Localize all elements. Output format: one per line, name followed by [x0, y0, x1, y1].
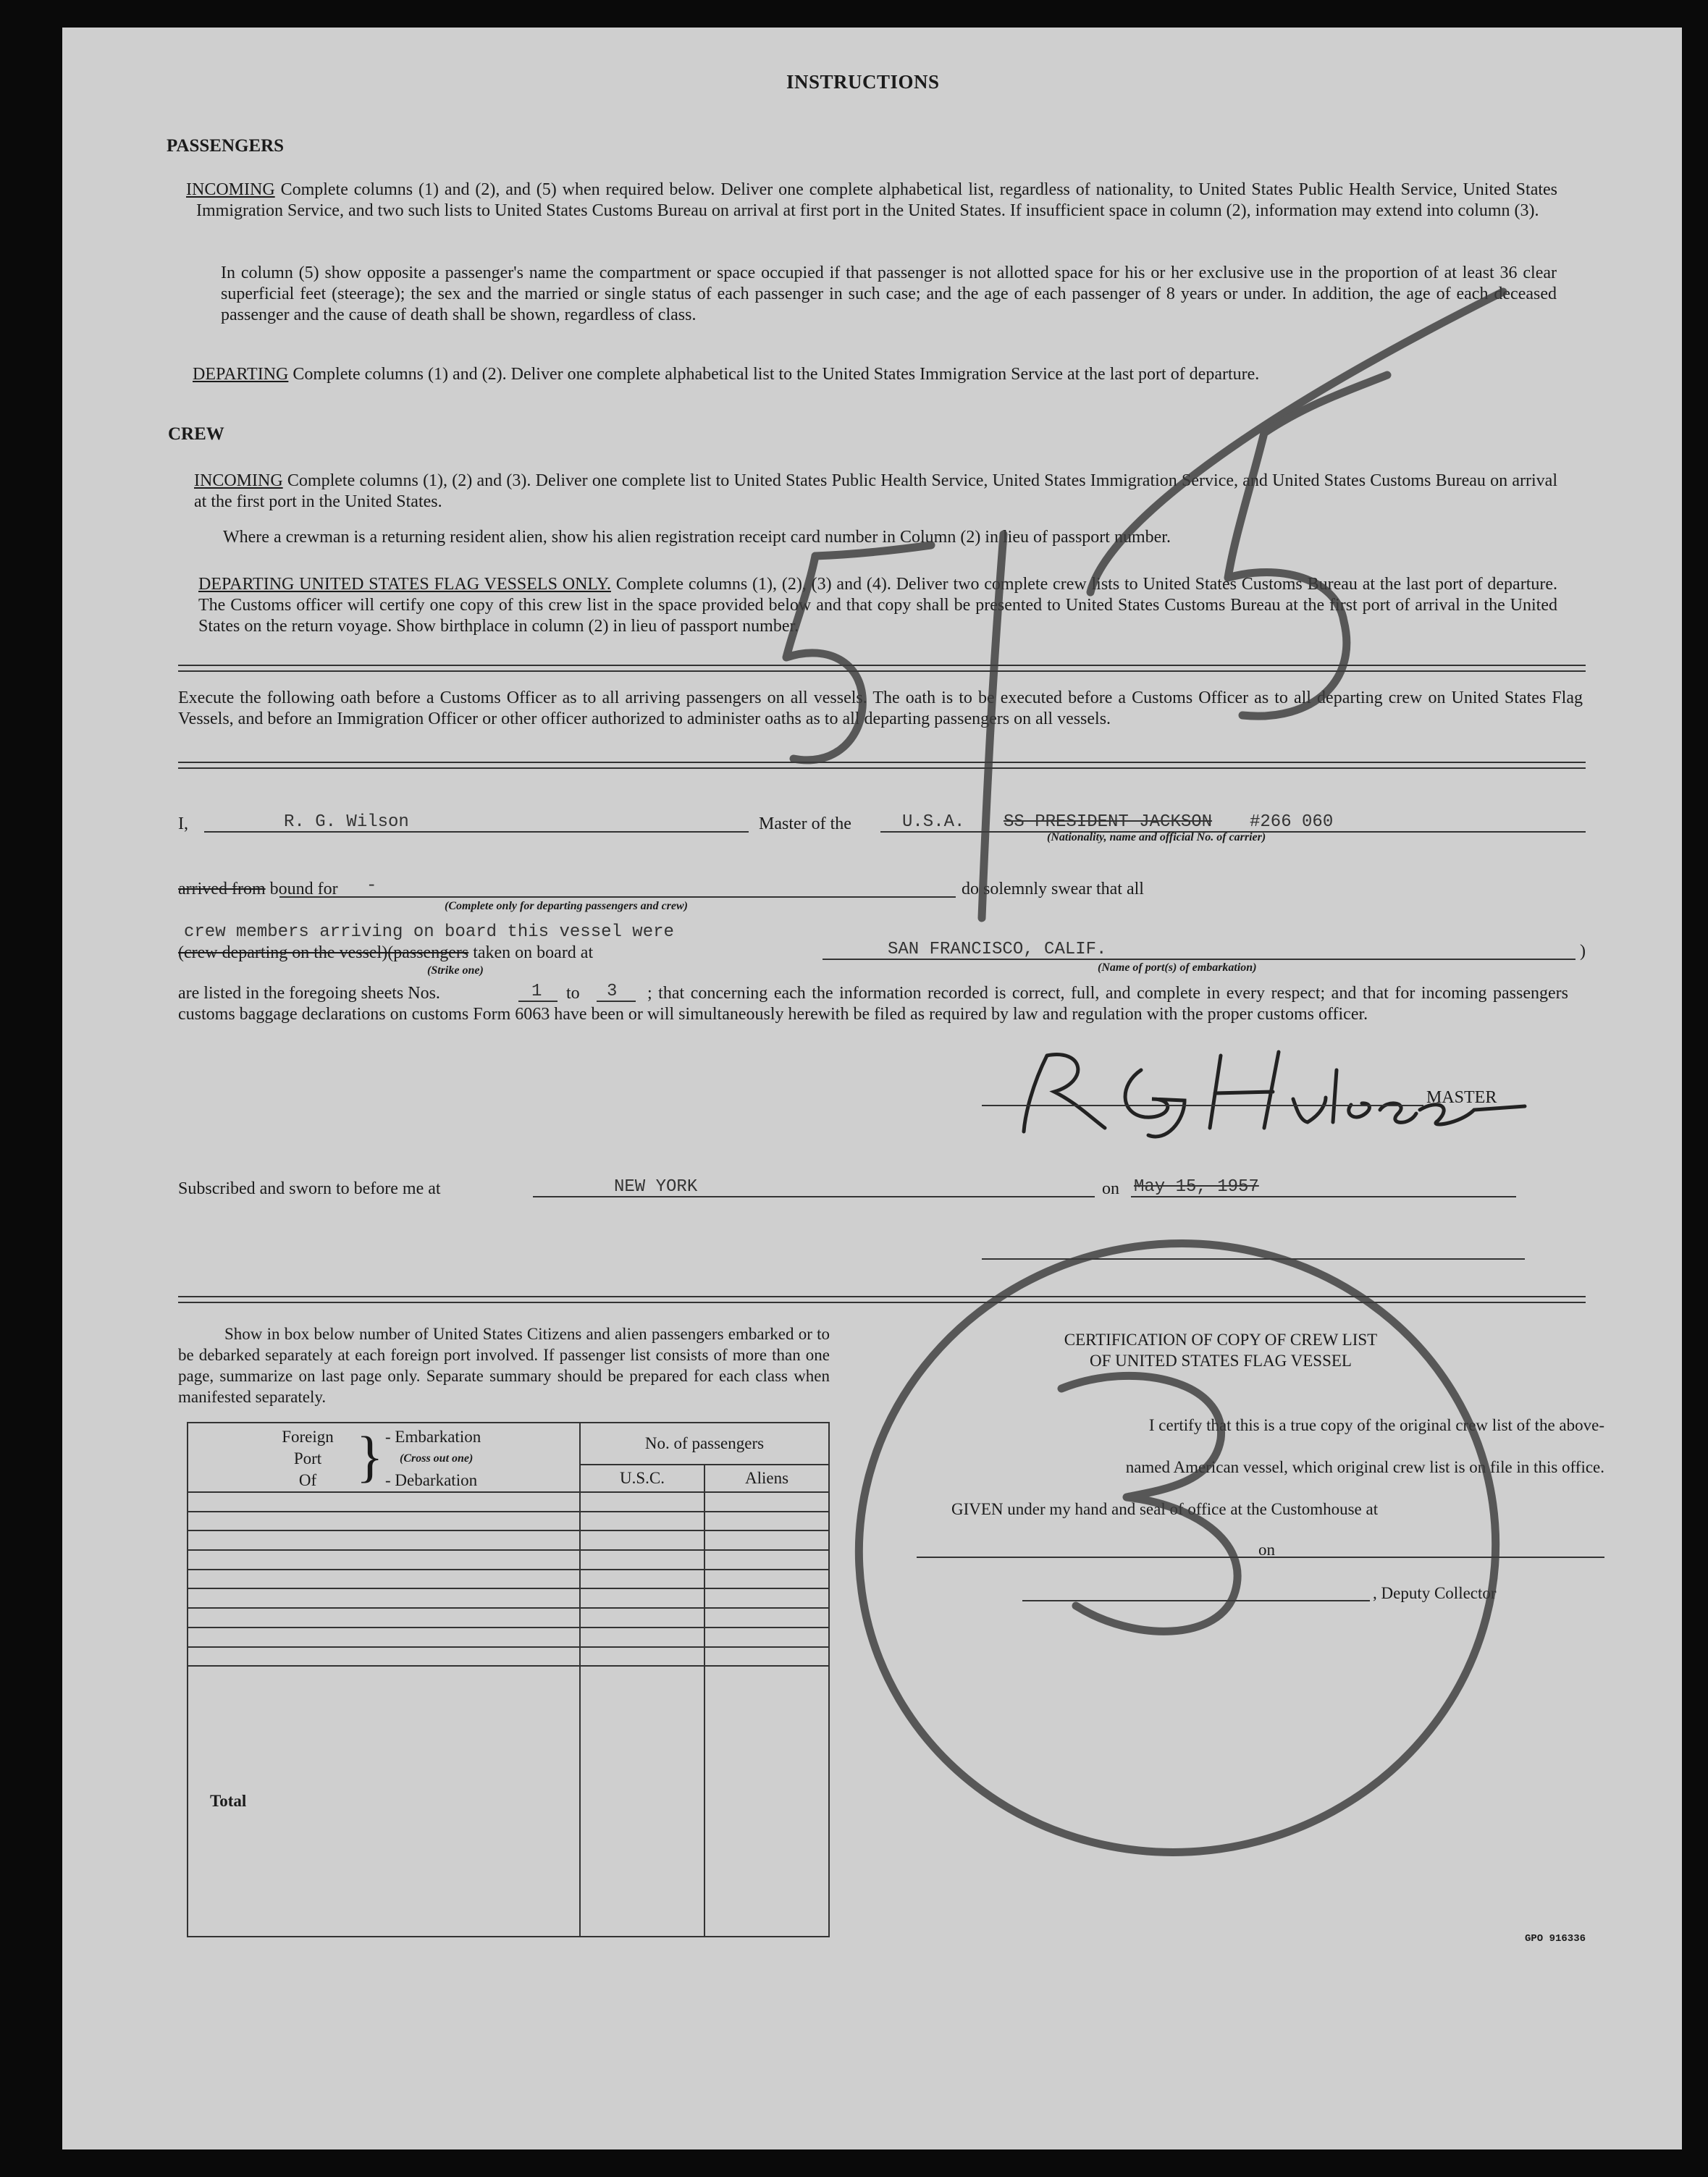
sheets-text: ; that concerning each the information recorded is correct, full, and complete in every respect; and that for incoming passengers customs baggage declarations on customs Form 6063 have been or will simultaneously herewith be filed as required by law and regulation with the proper customs officer.	[178, 984, 1568, 1024]
taken-label: taken on board at	[473, 943, 594, 962]
cert-line-3: GIVEN under my hand and seal of office at the Customhouse at	[951, 1500, 1379, 1518]
strike-text: (crew departing on the vessel)(passengers	[178, 943, 469, 962]
col1-foreign: Foreign	[282, 1428, 334, 1446]
cert-date-line	[1286, 1557, 1604, 1558]
summary-note: Show in box below number of United States Citizens and alien passengers embarked or to be debarked separately at each foreign port involved. If passenger list consists of more than one page, summarize on last page only. Separate summary should be prepared for each class when manifested separately.	[178, 1325, 830, 1406]
close-paren: )	[1580, 942, 1586, 961]
bound-for-label: bound for	[269, 880, 338, 898]
passengers-incoming-label: INCOMING	[186, 180, 275, 199]
page-title: INSTRUCTIONS	[786, 71, 940, 93]
oath-i-label: I,	[178, 814, 188, 833]
sworn-label: Subscribed and sworn to before me at	[178, 1179, 441, 1198]
embarkation-label: - Embarkation	[385, 1428, 481, 1446]
crew-incoming	[194, 471, 1557, 513]
certification-title	[982, 1329, 1460, 1371]
table-row	[188, 1628, 829, 1647]
cert-signature-line	[1022, 1600, 1370, 1601]
bound-for-struck: arrived from	[178, 880, 266, 898]
divider	[178, 1296, 1586, 1303]
crew-incoming-text: Complete columns (1), (2) and (3). Deliver one complete list to United States Public Health Service, United States Immigration Service, and United States Customs Bureau on arrival at the first port in the United States.	[194, 471, 1557, 511]
to-label: to	[566, 984, 580, 1003]
divider	[178, 762, 1586, 769]
sheets-prefix: are listed in the foregoing sheets Nos.	[178, 984, 440, 1003]
vessel-official-no: #266 060	[1250, 812, 1334, 832]
sworn-date: May 15, 1957	[1134, 1177, 1259, 1197]
certification-title-2: OF UNITED STATES FLAG VESSEL	[1090, 1352, 1352, 1370]
swear-text: do solemnly swear that all	[962, 880, 1144, 898]
passengers-column5-text: In column (5) show opposite a passenger's name the compartment or space occupied if that passenger is not allotted space for his or her exclusive use in the proportion of at least 36 clear superficial feet (steerage); the sex and the married or single status of each passenger in such case; and the age of each passenger of 8 years or under. In addition, the age of each deceased passenger and the cause of death shall be shown, regardless of class.	[221, 264, 1557, 324]
signature-line	[982, 1105, 1423, 1106]
vessel-caption: (Nationality, name and official No. of carrier)	[1047, 831, 1266, 843]
strike-one	[178, 943, 593, 964]
total-label: Total	[188, 1666, 580, 1937]
total-row	[188, 1666, 829, 1937]
usc-header: U.S.C.	[580, 1465, 704, 1492]
num-passengers-header: No. of passengers	[580, 1423, 829, 1465]
passengers-incoming	[186, 180, 1558, 222]
col1-of: Of	[298, 1471, 317, 1489]
bound-caption: (Complete only for departing passengers and crew)	[445, 900, 688, 912]
table-row	[188, 1550, 829, 1570]
crew-incoming-label: INCOMING	[194, 471, 283, 490]
crew-departing-text: Complete columns (1), (2), (3) and (4). Deliver two complete crew lists to United States Customs Bureau at the last port of departure. The Customs officer will certify one copy of this crew list in the space provided below and that copy shall be presented to United States Customs Bureau at the first port of arrival in the United States on the return voyage. Show birthplace in column (2) in lieu of passport number.	[198, 575, 1558, 636]
cert-on-label: on	[1258, 1541, 1275, 1559]
crew-departing-label: DEPARTING UNITED STATES FLAG VESSELS ONLY.	[198, 575, 611, 594]
passengers-departing-text: Complete columns (1) and (2). Deliver one complete alphabetical list to the United States Immigration Service at the last port of departure.	[293, 365, 1260, 384]
debarkation-label: - Debarkation	[385, 1471, 478, 1489]
master-label: MASTER	[1426, 1088, 1497, 1107]
certification-title-1: CERTIFICATION OF COPY OF CREW LIST	[1064, 1331, 1378, 1349]
table-row	[188, 1570, 829, 1589]
bound-for-line	[279, 896, 956, 898]
passengers-incoming-text: Complete columns (1) and (2), and (5) when required below. Deliver one complete alphabetical list, regardless of nationality, to United States Public Health Service, United States Immigration Service, and two such lists to United States Customs Bureau on arrival at first port in the United States. If insufficient space in column (2), information may extend into column (3).	[196, 180, 1558, 220]
passenger-summary-table	[187, 1422, 830, 1937]
port-header-cell	[188, 1423, 580, 1492]
divider	[178, 665, 1586, 672]
sworn-place: NEW YORK	[614, 1177, 698, 1197]
crew-heading: CREW	[168, 424, 224, 444]
table-row	[188, 1647, 829, 1667]
col1-port: Port	[293, 1449, 322, 1468]
vessel-nationality: U.S.A.	[902, 812, 965, 832]
port-caption: (Name of port(s) of embarkation)	[1098, 961, 1257, 974]
vessel-name: SS PRESIDENT JACKSON	[1004, 812, 1213, 832]
table-row	[188, 1530, 829, 1550]
passengers-heading: PASSENGERS	[167, 136, 285, 156]
crew-typed: crew members arriving on board this vessel were	[184, 922, 674, 942]
sheet-to: 3	[607, 982, 618, 1001]
port-value: SAN FRANCISCO, CALIF.	[888, 940, 1107, 959]
brace: }	[356, 1425, 384, 1488]
table-row	[188, 1608, 829, 1628]
aliens-header: Aliens	[704, 1465, 829, 1492]
officer-signature-line	[982, 1258, 1525, 1260]
bound-for-value: -	[366, 876, 377, 896]
sworn-on-label: on	[1102, 1179, 1119, 1198]
sheet-from: 1	[531, 982, 542, 1001]
table-row	[188, 1492, 829, 1512]
oath-instructions: Execute the following oath before a Customs Officer as to all arriving passengers on all vessels. The oath is to be executed before a Customs Officer as to all departing crew on United States Flag Vessels, and before an Immigration Officer or other officer authorized to administer oaths as to all departing passengers on all vessels.	[178, 689, 1583, 728]
table-row	[188, 1588, 829, 1608]
crew-resident-text: Where a crewman is a returning resident alien, show his alien registration receipt card number in Column (2) in lieu of passport number.	[223, 528, 1171, 547]
document-page	[62, 28, 1682, 2149]
cross-out-label: (Cross out one)	[400, 1452, 474, 1465]
cert-line-2: named American vessel, which original crew list is on file in this office.	[1125, 1458, 1604, 1476]
deputy-collector-label: , Deputy Collector	[1373, 1584, 1497, 1602]
footer-code: GPO 916336	[1525, 1933, 1586, 1945]
passengers-departing	[193, 364, 1557, 385]
cert-line-1: I certify that this is a true copy of the original crew list of the above-	[1148, 1416, 1604, 1434]
table-row	[188, 1512, 829, 1531]
strike-caption: (Strike one)	[427, 964, 484, 977]
passengers-departing-label: DEPARTING	[193, 365, 289, 384]
master-name: R. G. Wilson	[284, 812, 409, 832]
crew-departing	[198, 574, 1557, 637]
master-of-label: Master of the	[759, 814, 851, 833]
